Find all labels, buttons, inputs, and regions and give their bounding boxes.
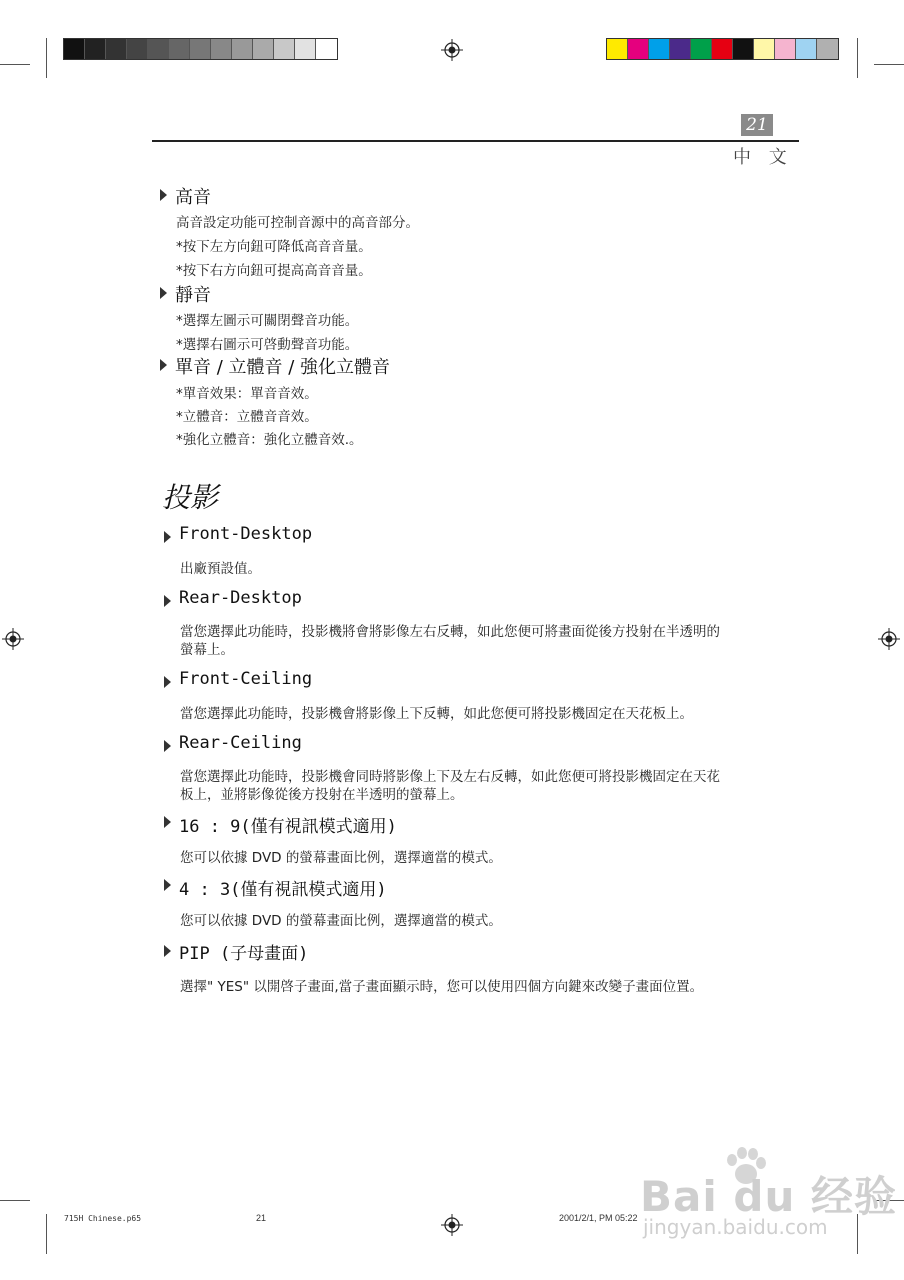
footer-timestamp: 2001/2/1, PM 05:22 <box>559 1213 638 1223</box>
registration-mark-icon <box>878 628 900 650</box>
rear-ceiling-description: 當您選擇此功能時，投影機會同時將影像上下及左右反轉，如此您便可將投影機固定在天花 <box>180 769 720 785</box>
bullet-arrow-icon <box>164 740 171 752</box>
stereo-heading: 單音 / 立體音 / 強化立體音 <box>175 357 391 378</box>
treble-increase-note: *按下右方向鈕可提高高音音量。 <box>176 263 372 279</box>
color-swatch <box>649 39 670 59</box>
bullet-arrow-icon <box>164 945 171 957</box>
bullet-arrow-icon <box>160 359 167 371</box>
crop-mark <box>0 64 30 65</box>
mute-on-note: *選擇右圖示可啓動聲音功能。 <box>176 337 359 353</box>
color-swatch <box>211 39 232 59</box>
crop-mark <box>46 38 47 78</box>
color-swatch <box>796 39 817 59</box>
grayscale-color-bar <box>63 38 338 60</box>
bullet-arrow-icon <box>160 189 167 201</box>
language-label: 中 文 <box>733 147 793 168</box>
front-ceiling-heading: Front-Ceiling <box>179 669 313 689</box>
aspect-4-3-heading: 4 : 3(僅有視訊模式適用) <box>179 880 387 900</box>
crop-mark <box>0 1200 30 1201</box>
registration-mark-icon <box>2 628 24 650</box>
rear-desktop-description: 當您選擇此功能時，投影機將會將影像左右反轉，如此您便可將畫面從後方投射在半透明的 <box>180 624 720 640</box>
color-swatch <box>232 39 253 59</box>
bullet-arrow-icon <box>164 595 171 607</box>
mute-off-note: *選擇左圖示可關閉聲音功能。 <box>176 313 359 329</box>
color-swatch <box>316 39 337 59</box>
bullet-arrow-icon <box>160 287 167 299</box>
rear-ceiling-heading: Rear-Ceiling <box>179 733 302 753</box>
footer-filename: 715H Chinese.p65 <box>64 1214 142 1223</box>
treble-decrease-note: *按下左方向鈕可降低高音音量。 <box>176 239 372 255</box>
color-swatch <box>169 39 190 59</box>
color-swatch <box>148 39 169 59</box>
color-swatch <box>733 39 754 59</box>
aspect-16-9-description: 您可以依據 DVD 的螢幕畫面比例，選擇適當的模式。 <box>180 850 502 866</box>
registration-mark-icon <box>441 1214 463 1236</box>
aspect-16-9-heading: 16 : 9(僅有視訊模式適用) <box>179 817 397 837</box>
projection-section-title: 投影 <box>162 481 219 514</box>
bullet-arrow-icon <box>164 879 171 891</box>
crop-mark <box>874 64 904 65</box>
bullet-arrow-icon <box>164 531 171 543</box>
treble-heading: 高音 <box>175 187 211 208</box>
crop-mark <box>857 38 858 78</box>
watermark-logo-text: Bai du 经验 <box>640 1172 897 1221</box>
pip-heading: PIP (子母畫面) <box>179 944 309 964</box>
bullet-arrow-icon <box>164 676 171 688</box>
color-swatch <box>775 39 796 59</box>
color-swatch <box>712 39 733 59</box>
front-desktop-description: 出廠預設值。 <box>180 561 261 577</box>
process-color-bar <box>606 38 839 60</box>
aspect-4-3-description: 您可以依據 DVD 的螢幕畫面比例，選擇適當的模式。 <box>180 913 502 929</box>
color-swatch <box>754 39 775 59</box>
rear-desktop-description-cont: 螢幕上。 <box>180 642 234 658</box>
color-swatch <box>670 39 691 59</box>
mute-heading: 靜音 <box>175 285 211 306</box>
footer-page-number: 21 <box>256 1213 267 1223</box>
bullet-arrow-icon <box>164 816 171 828</box>
color-swatch <box>274 39 295 59</box>
stereo-note: *立體音：立體音音效。 <box>176 409 318 425</box>
color-swatch <box>817 39 838 59</box>
registration-mark-icon <box>441 39 463 61</box>
watermark-url: jingyan.baidu.com <box>643 1215 828 1239</box>
color-swatch <box>127 39 148 59</box>
rear-ceiling-description-cont: 板上，並將影像從後方投射在半透明的螢幕上。 <box>180 787 464 803</box>
front-desktop-heading: Front-Desktop <box>179 524 313 544</box>
crop-mark <box>46 1214 47 1254</box>
color-swatch <box>190 39 211 59</box>
header-rule <box>152 140 799 142</box>
color-swatch <box>607 39 628 59</box>
color-swatch <box>628 39 649 59</box>
page-number-badge: 21 <box>741 114 773 136</box>
mono-note: *單音效果：單音音效。 <box>176 386 318 402</box>
color-swatch <box>253 39 274 59</box>
color-swatch <box>295 39 316 59</box>
color-swatch <box>64 39 85 59</box>
enhanced-stereo-note: *強化立體音：強化立體音效.。 <box>176 432 363 448</box>
front-ceiling-description: 當您選擇此功能時，投影機會將影像上下反轉，如此您便可將投影機固定在天花板上。 <box>180 706 693 722</box>
treble-description: 高音設定功能可控制音源中的高音部分。 <box>176 215 419 231</box>
color-swatch <box>85 39 106 59</box>
pip-description: 選擇" YES" 以開啓子畫面,當子畫面顯示時，您可以使用四個方向鍵來改變子畫面位置。 <box>180 979 704 995</box>
color-swatch <box>691 39 712 59</box>
color-swatch <box>106 39 127 59</box>
rear-desktop-heading: Rear-Desktop <box>179 588 302 608</box>
